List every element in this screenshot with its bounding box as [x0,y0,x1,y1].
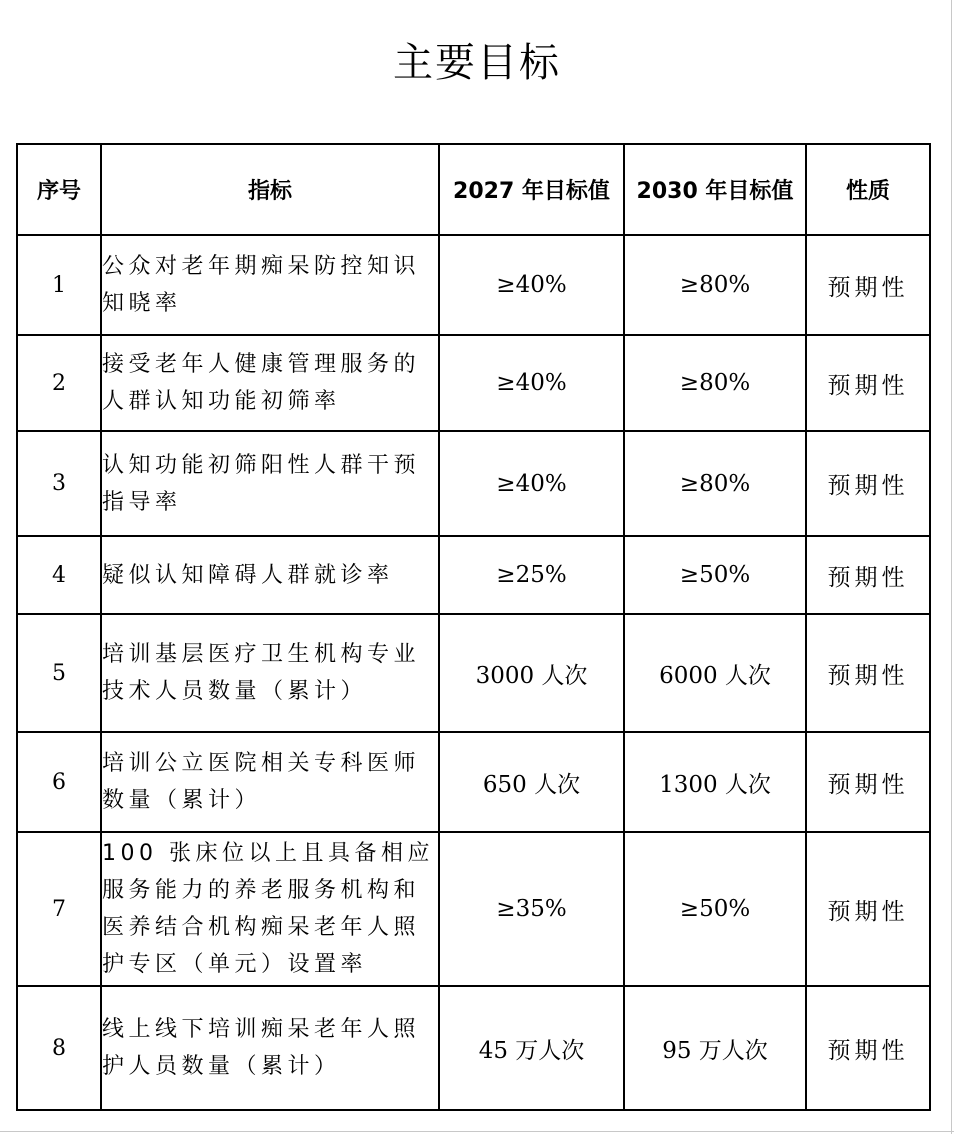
targets-table [16,143,931,1111]
row-indicator: 100 张床位以上且具备相应服务能力的养老服务机构和医养结合机构痴呆老年人照护专区（单元）设置率 [101,832,439,986]
table-row [17,732,930,832]
row-2030-value: ≥80% [624,431,806,536]
row-2030-value: ≥80% [624,235,806,335]
row-nature: 预期性 [806,732,930,832]
row-nature: 预期性 [806,986,930,1110]
row-number: 2 [17,335,101,431]
table-row [17,235,930,335]
table-row [17,335,930,431]
header-2030-target: 2030 年目标值 [624,144,806,235]
row-indicator: 培训基层医疗卫生机构专业技术人员数量（累计） [101,614,439,732]
header-2027-target: 2027 年目标值 [439,144,624,235]
table-row [17,986,930,1110]
row-2027-value: 3000 人次 [439,614,624,732]
row-nature: 预期性 [806,614,930,732]
row-number: 8 [17,986,101,1110]
page-edge-right [951,0,952,1134]
row-2027-value: ≥40% [439,335,624,431]
table-header-row [17,144,930,235]
row-number: 7 [17,832,101,986]
row-number: 5 [17,614,101,732]
row-indicator: 疑似认知障碍人群就诊率 [101,536,439,614]
row-2030-value: ≥50% [624,832,806,986]
row-2027-value: 650 人次 [439,732,624,832]
row-nature: 预期性 [806,832,930,986]
row-2030-value: ≥50% [624,536,806,614]
row-nature: 预期性 [806,431,930,536]
header-indicator: 指标 [101,144,439,235]
row-number: 6 [17,732,101,832]
row-number: 3 [17,431,101,536]
row-indicator: 接受老年人健康管理服务的人群认知功能初筛率 [101,335,439,431]
row-indicator: 线上线下培训痴呆老年人照护人员数量（累计） [101,986,439,1110]
table-row [17,614,930,732]
table-row [17,832,930,986]
page-title: 主要目标 [393,40,561,86]
row-2027-value: 45 万人次 [439,986,624,1110]
row-nature: 预期性 [806,235,930,335]
header-no: 序号 [17,144,101,235]
row-number: 4 [17,536,101,614]
row-2027-value: ≥25% [439,536,624,614]
row-2027-value: ≥40% [439,235,624,335]
row-indicator: 培训公立医院相关专科医师数量（累计） [101,732,439,832]
row-2030-value: ≥80% [624,335,806,431]
row-2027-value: ≥35% [439,832,624,986]
row-2030-value: 1300 人次 [624,732,806,832]
row-nature: 预期性 [806,536,930,614]
row-2030-value: 95 万人次 [624,986,806,1110]
table-row [17,536,930,614]
row-nature: 预期性 [806,335,930,431]
row-indicator: 公众对老年期痴呆防控知识知晓率 [101,235,439,335]
table-row [17,431,930,536]
row-number: 1 [17,235,101,335]
row-2030-value: 6000 人次 [624,614,806,732]
page-edge-bottom [0,1131,954,1132]
header-nature: 性质 [806,144,930,235]
row-2027-value: ≥40% [439,431,624,536]
row-indicator: 认知功能初筛阳性人群干预指导率 [101,431,439,536]
